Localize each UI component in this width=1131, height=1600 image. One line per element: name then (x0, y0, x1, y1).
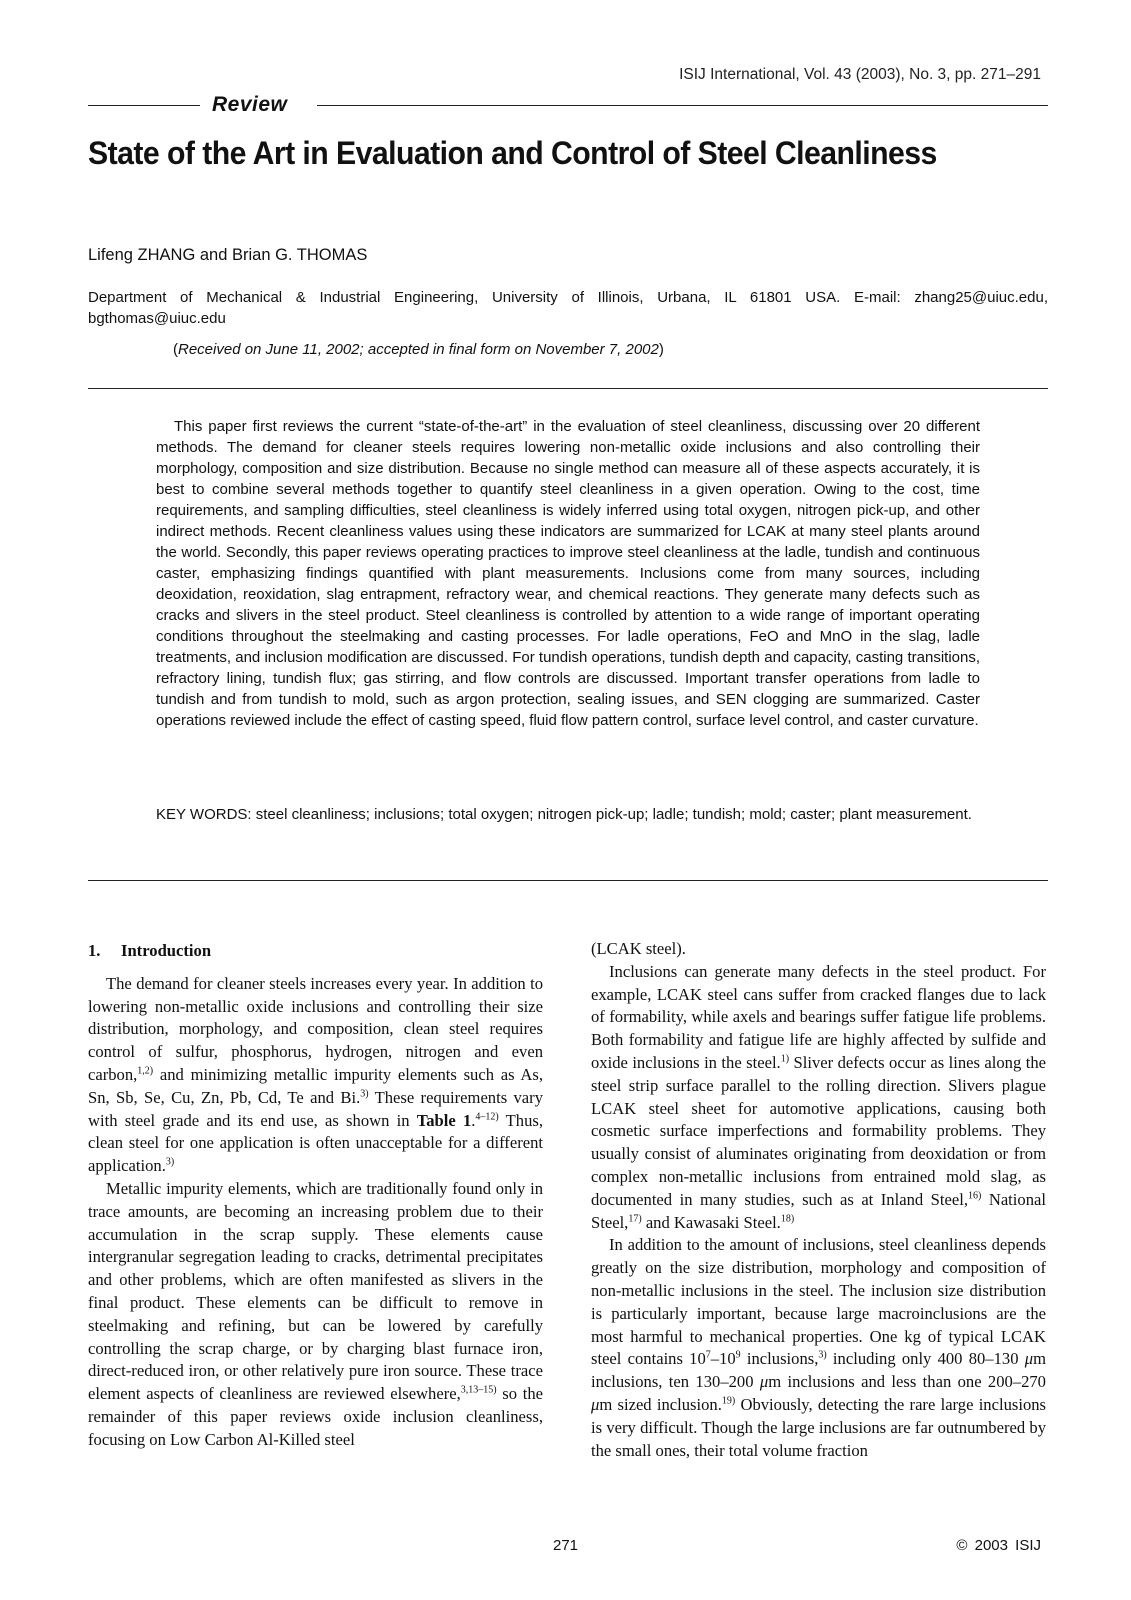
citation: 17) (628, 1213, 642, 1225)
keywords: KEY WORDS: steel cleanliness; inclusions; total oxygen; nitrogen pick-up; ladle; tundish; mold; caster; plant measurement. (156, 806, 972, 823)
citation: 4–12) (475, 1111, 499, 1123)
paper-title: State of the Art in Evaluation and Control of Steel Cleanliness (88, 135, 937, 171)
citation: 3) (360, 1088, 369, 1100)
citation: 16) (968, 1190, 982, 1202)
received-close-paren: ) (658, 341, 664, 358)
body-paragraph: The demand for cleaner steels increases every year. In addition to lowering non-metallic oxide inclusions and controlling their size distribution, morphology, and composition, clean steel requires control of sulfur, phosphorus, hydrogen, nitrogen and even carbon,$^{1,2)}$ and minimizing metallic impurity elements such as As, Sn, Sb, Se, Cu, Zn, Pb, Cd, Te and Bi.$^{3)}$ These requirements vary with steel grade and its end use, as shown in Table 1.$^{4-12)}$ Thus, clean steel for one application is often unacceptable for a different application.$^{3)}$ (88, 973, 543, 1176)
citation: 3) (818, 1349, 827, 1361)
copyright-notice: © 2003 ISIJ (956, 1537, 1041, 1554)
body-paragraph-continued: (LCAK steel). (591, 939, 686, 958)
author-affiliation: Department of Mechanical & Industrial Engineering, University of Illinois, Urbana, IL 61801 USA. E-mail: zhang25@uiuc.edu, bgthomas@uiuc.edu (88, 289, 1048, 327)
page-number: 271 (553, 1537, 579, 1554)
banner-rule-right (317, 105, 1048, 106)
body-paragraph: Metallic impurity elements, which are traditionally found only in trace amounts, are becoming an increasing problem due to their accumulation in the scrap supply. These elements cause intergranular segregation leading to cracks, detrimental precipitates and other problems, which are often manifested as slivers in the final product. These elements can be difficult to remove in steelmaking and refining, but can be lowered by carefully controlling the scrap charge, or by charging blast furnace iron, direct-reduced iron, or other relatively pure iron source. These trace element aspects of cleanliness are reviewed elsewhere,$^{3,13-15)}$ so the remainder of this paper reviews oxide inclusion cleanliness, focusing on Low Carbon Al-Killed steel (88, 1178, 543, 1449)
citation: 19) (721, 1395, 736, 1407)
micro-symbol: μ (591, 1394, 600, 1414)
section-title: Introduction (121, 941, 212, 960)
section-number: 1. (88, 941, 101, 960)
abstract-rule-top (88, 388, 1048, 389)
body-paragraph: In addition to the amount of inclusions, steel cleanliness depends greatly on the size distribution, morphology and composition of non-metallic inclusions in the steel. The inclusion size distribution is particularly important, because large macroinclusions are the most harmful to mechanical properties. One kg of typical LCAK steel contains $10^7-10^9$ inclusions,$^{3)}$ including only 400 80–130 μm inclusions, ten 130–200 μm inclusions and less than one 200–270 μm sized inclusion.$^{19)}$ Obviously, detecting the rare large inclusions is very difficult. Though the large inclusions are far outnumbered by the small ones, their total volume fraction (591, 1235, 1046, 1460)
abstract: This paper first reviews the current “state-of-the-art” in the evaluation of steel cleanliness, discussing over 20 different methods. The demand for cleaner steels requires lowering non-metallic oxide inclusions and also controlling their morphology, composition and size distribution. Because no single method can measure all of these aspects accurately, it is best to combine several methods together to quantify steel cleanliness in a given operation. Owing to the cost, time requirements, and sampling difficulties, steel cleanliness is widely inferred using total oxygen, nitrogen pick-up, and other indirect methods. Recent cleanliness values using these indicators are summarized for LCAK at many steel plants around the world. Secondly, this paper reviews operating practices to improve steel cleanliness at the ladle, tundish and continuous caster, emphasizing findings quantified with plant measurements. Inclusions come from many sources, including deoxidation, reoxidation, slag entrapment, refractory wear, and chemical reactions. They generate many defects such as cracks and slivers in the steel product. Steel cleanliness is controlled by attention to a wide range of important operating conditions throughout the steelmaking and casting processes. For ladle operations, FeO and MnO in the slag, ladle treatments, and inclusion modification are discussed. For tundish operations, tundish depth and capacity, casting transitions, refractory lining, tundish flux; gas stirring, and flow controls are discussed. Important transfer operations from ladle to tundish and from tundish to mold, such as argon protection, sealing issues, and SEN clogging are summarized. Caster operations reviewed include the effect of casting speed, fluid flow pattern control, surface level control, and caster curvature. (156, 418, 980, 729)
body-column-right (591, 938, 1046, 1462)
author-list: Lifeng ZHANG and Brian G. THOMAS (88, 246, 368, 264)
exponent: 9 (735, 1349, 741, 1361)
exponent: 7 (705, 1349, 711, 1361)
abstract-rule-bottom (88, 880, 1048, 881)
citation: 3,13–15) (460, 1384, 497, 1396)
banner-rule-left (88, 105, 200, 106)
section-heading (88, 940, 543, 963)
body-column-left (88, 940, 543, 1452)
section-type-banner (88, 93, 1048, 117)
table-reference: Table 1 (416, 1110, 472, 1130)
received-dates (173, 341, 664, 358)
section-type-label: Review (212, 93, 288, 116)
citation: 1) (780, 1053, 790, 1065)
micro-symbol: μ (759, 1372, 769, 1392)
citation: 1,2) (137, 1065, 154, 1077)
body-paragraph: Inclusions can generate many defects in the steel product. For example, LCAK steel cans suffer from cracked flanges due to lack of formability, while axels and bearings suffer fatigue life problems. Both formability and fatigue life are highly affected by sulfide and oxide inclusions in the steel.$^{1)}$ Sliver defects occur as lines along the steel strip surface parallel to the rolling direction. Slivers plague LCAK steel sheet for automotive applications, causing both cosmetic surface imperfections and formability problems. They usually consist of aluminates originating from deoxidation or from complex non-metallic inclusions from entrained mold slag, as documented in many studies, such as at Inland Steel,$^{16)}$ National Steel,$^{17)}$ and Kawasaki Steel.$^{18)}$ (591, 961, 1046, 1232)
received-open-paren: ( (173, 341, 178, 358)
citation: 18) (780, 1213, 795, 1225)
received-dates-text: Received on June 11, 2002; accepted in final form on November 7, 2002 (178, 341, 659, 358)
journal-reference: ISIJ International, Vol. 43 (2003), No. 3, pp. 271–291 (679, 66, 1041, 83)
micro-symbol: μ (1024, 1349, 1034, 1369)
citation: 3) (165, 1156, 175, 1168)
